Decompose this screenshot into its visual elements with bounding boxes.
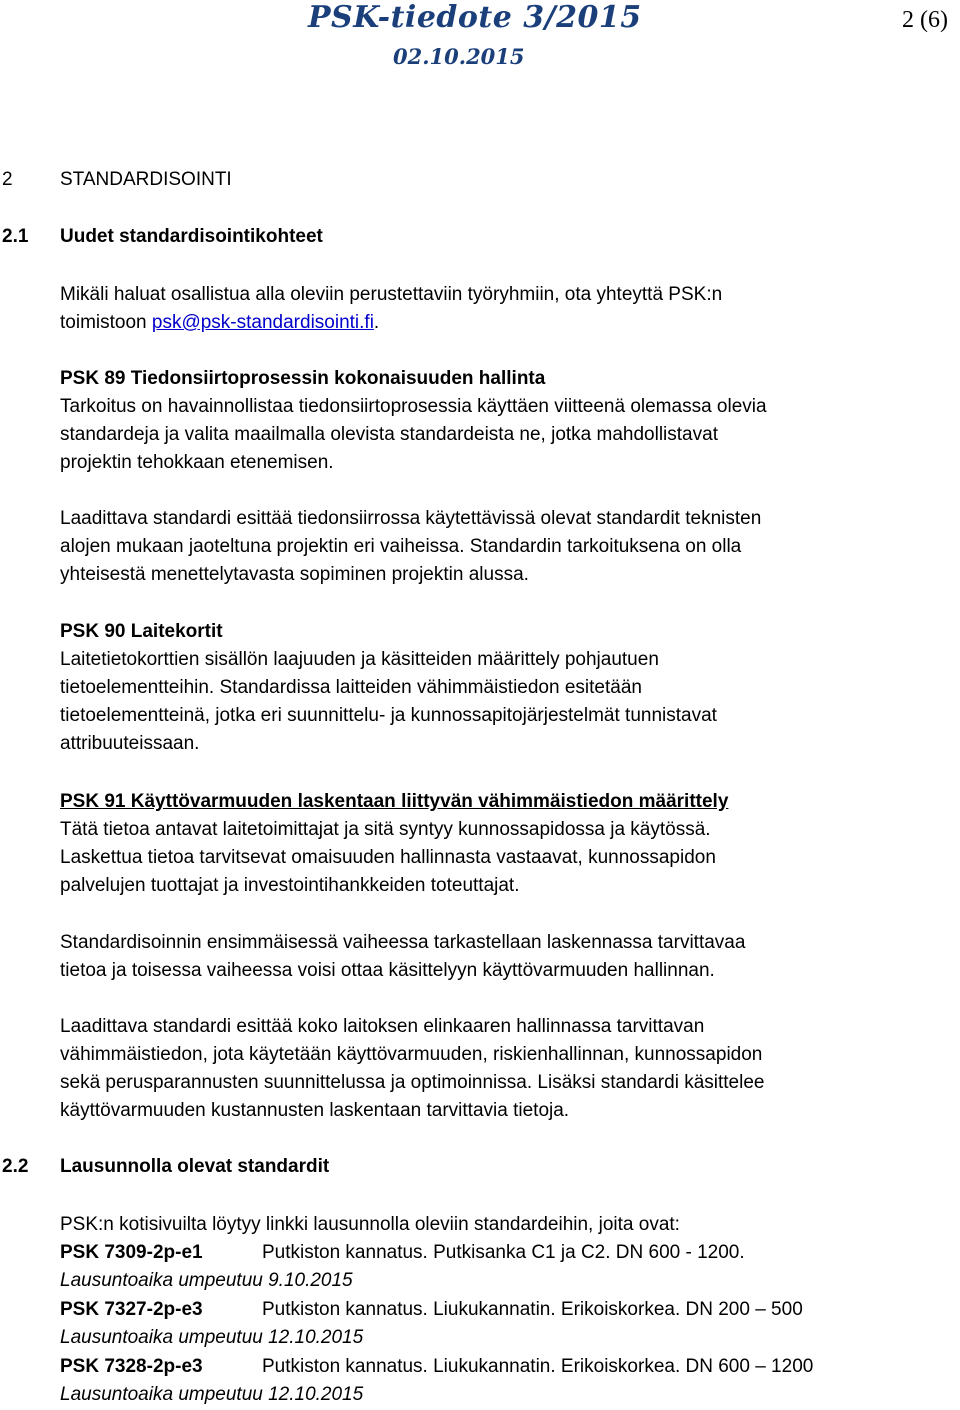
page-number: 2 (6) bbox=[902, 7, 948, 33]
psk90-text: Laitetietokorttien sisällön laajuuden ja käsitteiden määrittely pohjautuen bbox=[60, 649, 659, 670]
psk89-title: PSK 89 Tiedonsiirtoprosessin kokonaisuuden hallinta bbox=[60, 368, 546, 389]
standard-item bbox=[60, 1296, 803, 1324]
intro-text-post: . bbox=[373, 312, 380, 333]
intro-text-pre: toimistoon bbox=[60, 312, 152, 333]
psk90-text: attribuuteissaan. bbox=[60, 733, 200, 754]
psk91-text: Standardisoinnin ensimmäisessä vaiheessa tarkastellaan laskennassa tarvittavaa bbox=[60, 932, 746, 953]
standards-intro: PSK:n kotisivuilta löytyy linkki lausunnolla oleviin standardeihin, joita ovat: bbox=[60, 1214, 680, 1235]
psk89-text: projektin tehokkaan etenemisen. bbox=[60, 452, 334, 473]
document-title: PSK-tiedote 3/2015 bbox=[308, 0, 642, 35]
standard-deadline: Lausuntoaika umpeutuu 12.10.2015 bbox=[60, 1327, 364, 1348]
psk91-title: PSK 91 Käyttövarmuuden laskentaan liittyvän vähimmäistiedon määrittely bbox=[60, 791, 729, 812]
psk90-text: tietoelementteinä, jotka eri suunnittelu- ja kunnossapitojärjestelmät tunnistavat bbox=[60, 705, 717, 726]
psk89-text: Laadittava standardi esittää tiedonsiirrossa käytettävissä olevat standardit teknisten bbox=[60, 508, 762, 529]
psk89-text: standardeja ja valita maailmalla olevista standardeista ne, jotka mahdollistavat bbox=[60, 424, 718, 445]
psk91-text: Laadittava standardi esittää koko laitoksen elinkaaren hallinnassa tarvittavan bbox=[60, 1016, 705, 1037]
intro-text: Mikäli haluat osallistua alla oleviin perustettaviin työryhmiin, ota yhteyttä PSK:n bbox=[60, 284, 723, 305]
standard-description: Putkiston kannatus. Liukukannatin. Erikoiskorkea. DN 200 – 500 bbox=[262, 1299, 803, 1320]
intro-text-contact bbox=[60, 309, 379, 337]
subsection-number: 2.1 bbox=[2, 226, 29, 247]
subsection-heading: Lausunnolla olevat standardit bbox=[60, 1156, 330, 1177]
psk90-title: PSK 90 Laitekortit bbox=[60, 621, 223, 642]
standard-code: PSK 7328-2p-e3 bbox=[60, 1356, 203, 1377]
psk89-text: Tarkoitus on havainnollistaa tiedonsiirtoprosessia käyttäen viitteenä olemassa olevia bbox=[60, 396, 767, 417]
psk89-text: alojen mukaan jaoteltuna projektin eri vaiheissa. Standardin tarkoituksena on olla bbox=[60, 536, 742, 557]
psk91-text: sekä perusparannusten suunnittelussa ja optimoinnissa. Lisäksi standardi käsittelee bbox=[60, 1072, 765, 1093]
psk89-text: yhteisestä menettelytavasta sopiminen projektin alussa. bbox=[60, 564, 529, 585]
psk91-text: Laskettua tietoa tarvitsevat omaisuuden hallinnasta vastaavat, kunnossapidon bbox=[60, 847, 716, 868]
psk91-text: vähimmäistiedon, jota käytetään käyttövarmuuden, riskienhallinnan, kunnossapidon bbox=[60, 1044, 763, 1065]
document-date: 02.10.2015 bbox=[393, 44, 525, 69]
standard-deadline: Lausuntoaika umpeutuu 9.10.2015 bbox=[60, 1270, 353, 1291]
standard-deadline: Lausuntoaika umpeutuu 12.10.2015 bbox=[60, 1384, 364, 1405]
standard-item bbox=[60, 1353, 813, 1381]
standard-item bbox=[60, 1239, 745, 1267]
standard-code: PSK 7327-2p-e3 bbox=[60, 1299, 203, 1320]
psk91-text: palvelujen tuottajat ja investointihankkeiden toteuttajat. bbox=[60, 875, 520, 896]
psk90-text: tietoelementteihin. Standardissa laitteiden vähimmäistiedon esitetään bbox=[60, 677, 642, 698]
psk91-text: Tätä tietoa antavat laitetoimittajat ja sitä syntyy kunnossapidossa ja käytössä. bbox=[60, 819, 711, 840]
section-heading: STANDARDISOINTI bbox=[60, 169, 232, 190]
psk91-text: tietoa ja toisessa vaiheessa voisi ottaa käsittelyyn käyttövarmuuden hallinnan. bbox=[60, 960, 715, 981]
email-link[interactable]: psk@psk-standardisointi.fi bbox=[151, 312, 374, 333]
subsection-number: 2.2 bbox=[2, 1156, 29, 1177]
section-number: 2 bbox=[2, 169, 13, 190]
standard-code: PSK 7309-2p-e1 bbox=[60, 1242, 203, 1263]
psk91-text: käyttövarmuuden kustannusten laskentaan tarvittavia tietoja. bbox=[60, 1100, 570, 1121]
standard-description: Putkiston kannatus. Liukukannatin. Erikoiskorkea. DN 600 – 1200 bbox=[262, 1356, 814, 1377]
standard-description: Putkiston kannatus. Putkisanka C1 ja C2. DN 600 - 1200. bbox=[262, 1242, 745, 1263]
subsection-heading: Uudet standardisointikohteet bbox=[60, 226, 323, 247]
